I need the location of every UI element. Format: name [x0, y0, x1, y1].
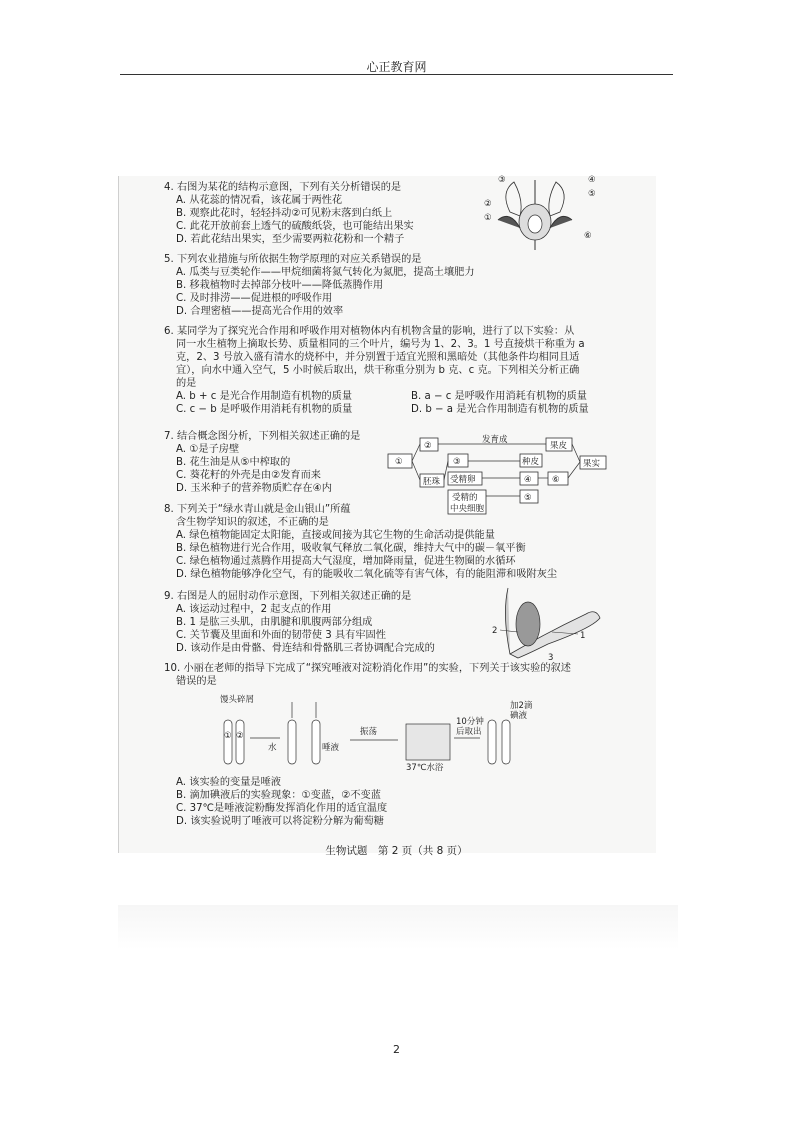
question-10-options	[176, 776, 387, 828]
label-4: ④	[588, 175, 596, 185]
question-line-2: 同一水生植物上摘取长势、质量相同的三个叶片，编号为 1、2、3。1 号直接烘干称重为 a	[176, 339, 585, 350]
label-iodine-2: 碘液	[510, 711, 528, 721]
node-central-cell: 中央细胞	[450, 504, 485, 514]
question-6	[164, 325, 646, 416]
question-stem-1: 8. 下列关于“绿水青山就是金山银山”所蕴	[164, 504, 351, 515]
option-c: C. 葵花籽的外壳是由②发育而来	[176, 470, 321, 481]
question-stem: 5. 下列农业措施与所依据生物学原理的对应关系错误的是	[164, 254, 422, 265]
option-c: C. 关节囊及里面和外面的韧带使 3 具有牢固性	[176, 630, 386, 641]
question-line-1: 6. 某同学为了探究光合作用和呼吸作用对植物体内有机物含量的影响，进行了以下实验：从	[164, 326, 575, 337]
arrow-label-develop: 发育成	[482, 435, 508, 445]
option-d: D. 该动作是由骨骼、骨连结和骨骼肌三者协调配合完成的	[176, 643, 435, 654]
question-4	[164, 181, 414, 246]
option-c: C. 绿色植物通过蒸腾作用提高大气湿度，增加降雨量，促进生物圈的水循环	[176, 556, 516, 567]
option-c: C. c − b 是呼吸作用消耗有机物的质量	[176, 404, 353, 415]
elbow-flexion-figure	[488, 584, 610, 662]
label-iodine-1: 加2滴	[510, 701, 533, 711]
label-1: 1	[580, 631, 586, 641]
option-c: C. 此花开放前套上透气的硫酸纸袋，也可能结出果实	[176, 221, 414, 232]
question-10	[164, 662, 571, 688]
label-6: ⑥	[584, 231, 592, 241]
option-b: B. 花生油是从⑤中榨取的	[176, 457, 291, 468]
question-stem-2: 含生物学知识的叙述，不正确的是	[176, 517, 329, 528]
page-header: 心正教育网	[366, 60, 427, 74]
label-saliva: 唾液	[322, 743, 340, 753]
option-a: A. 从花蕊的情况看，该花属于两性花	[176, 195, 343, 206]
question-line-5: 的是	[176, 378, 197, 389]
label-1: ①	[484, 213, 492, 223]
scan-bottom-edge	[118, 905, 678, 950]
question-8	[164, 503, 557, 581]
question-line-3: 克，2、3 号放入盛有清水的烧杯中，并分别置于适宜光照和黑暗处（其他条件均相同且适	[176, 352, 580, 363]
option-b: B. 滴加碘液后的实验现象：①变蓝，②不变蓝	[176, 790, 381, 801]
option-b: B. a − c 是呼吸作用消耗有机物的质量	[411, 391, 587, 402]
node-5: ⑤	[524, 493, 532, 503]
node-1: ①	[395, 457, 403, 467]
question-stem: 4. 右图为某花的结构示意图，下列有关分析错误的是	[164, 182, 402, 193]
option-a: A. 该实验的变量是唾液	[176, 777, 281, 788]
option-b: B. 1 是肱三头肌，由肌腱和肌腹两部分组成	[176, 617, 373, 628]
option-a: A. b + c 是光合作用制造有机物的质量	[176, 391, 353, 402]
option-d: D. 玉米种子的营养物质贮存在④内	[176, 483, 332, 494]
option-c: C. 及时排涝——促进根的呼吸作用	[176, 293, 333, 304]
node-ovule: 胚珠	[423, 477, 441, 487]
question-5	[164, 253, 475, 318]
option-d: D. 若此花结出果实，至少需要两粒花粉和一个精子	[176, 234, 405, 245]
label-shake: 振荡	[360, 727, 378, 737]
node-2: ②	[424, 441, 432, 451]
option-b: B. 绿色植物进行光合作用，吸收氧气释放二氧化碳，维持大气中的碳－氧平衡	[176, 543, 526, 554]
tube-2-label: ②	[236, 731, 244, 741]
label-wait-1: 10分钟	[456, 717, 484, 727]
label-3: ③	[498, 175, 506, 185]
option-d: D. 绿色植物能够净化空气，有的能吸收二氧化硫等有害气体，有的能阻滞和吸附灰尘	[176, 569, 558, 580]
tube-1-label: ①	[224, 731, 232, 741]
label-crumbs: 馒头碎屑	[220, 695, 255, 705]
option-d: D. b − a 是光合作用制造有机物的质量	[411, 404, 589, 415]
node-fertilized-egg: 受精卵	[450, 475, 476, 485]
label-wait-2: 后取出	[456, 727, 482, 737]
exam-page-footer: 生物试题 第 2 页（共 8 页）	[325, 845, 468, 857]
header-rule	[120, 74, 673, 75]
question-line-4: 宜），向水中通入空气，5 小时候后取出，烘干称重分别为 b 克、c 克。下列相关分析正确	[176, 365, 580, 376]
question-stem: 7. 结合概念图分析，下列相关叙述正确的是	[164, 431, 361, 442]
question-stem: 9. 右图是人的屈肘动作示意图，下列相关叙述正确的是	[164, 591, 412, 602]
node-4: ④	[524, 475, 532, 485]
node-pericarp: 果皮	[550, 441, 568, 451]
node-fruit: 果实	[583, 459, 601, 469]
option-a: A. 绿色植物能固定太阳能，直接或间接为其它生物的生命活动提供能量	[176, 530, 495, 541]
label-3: 3	[548, 653, 554, 662]
option-d: D. 合理密植——提高光合作用的效率	[176, 306, 344, 317]
page-number: 2	[393, 1043, 400, 1056]
label-5: ⑤	[588, 189, 596, 199]
option-a: A. 该运动过程中，2 起支点的作用	[176, 604, 332, 615]
label-water: 水	[268, 743, 277, 753]
label-2: 2	[492, 626, 498, 636]
option-b: B. 观察此花时，轻轻抖动②可见粉末落到白纸上	[176, 208, 393, 219]
saliva-experiment-figure	[210, 694, 540, 772]
question-9	[164, 590, 435, 655]
question-7	[164, 430, 360, 495]
question-stem-1: 10. 小丽在老师的指导下完成了“探究唾液对淀粉消化作用”的实验，下列关于该实验的叙述	[164, 663, 571, 674]
option-b: B. 移栽植物时去掉部分枝叶——降低蒸腾作用	[176, 280, 384, 291]
label-2: ②	[484, 199, 492, 209]
option-c: C. 37℃是唾液淀粉酶发挥消化作用的适宜温度	[176, 803, 388, 814]
option-d: D. 该实验说明了唾液可以将淀粉分解为葡萄糖	[176, 816, 384, 827]
node-seedcoat: 种皮	[522, 457, 540, 467]
node-3: ③	[453, 457, 461, 467]
node-6: ⑥	[552, 475, 560, 485]
option-a: A. ①是子房壁	[176, 444, 240, 455]
flower-structure-figure	[480, 172, 600, 252]
node-fertilized-central: 受精的	[452, 493, 478, 503]
label-water-bath: 37℃水浴	[406, 763, 444, 772]
question-stem-2: 错误的是	[176, 676, 217, 687]
option-a: A. 瓜类与豆类轮作——甲烷细菌将氮气转化为氮肥，提高土壤肥力	[176, 267, 475, 278]
